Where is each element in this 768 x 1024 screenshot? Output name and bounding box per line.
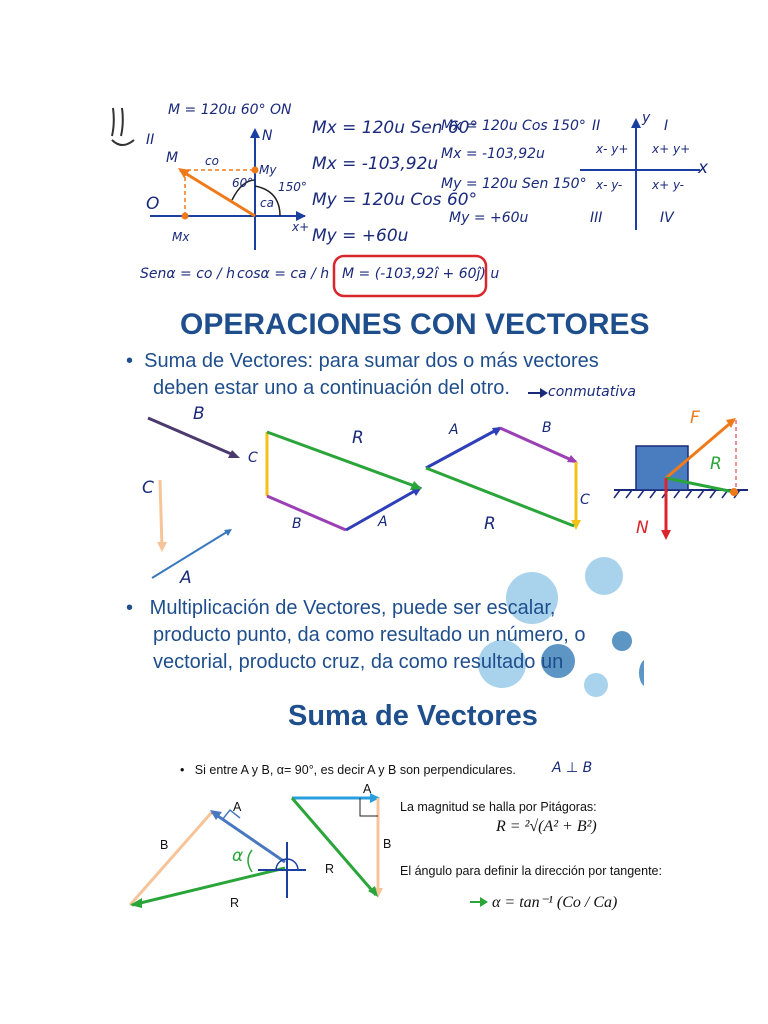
- operaciones-title: OPERACIONES CON VECTORES: [180, 308, 650, 341]
- vector-m-label: M: [166, 150, 179, 166]
- cosine-formula: cosα = ca / h: [237, 266, 330, 282]
- sine-formula: Senα = co / h: [140, 266, 235, 282]
- bullet-mult-line3: vectorial, producto cruz, da como resultado un: [153, 651, 564, 673]
- ca-label: ca: [260, 196, 274, 210]
- magnitude-note: M = 120u 60° ON: [168, 102, 292, 118]
- quadrant-i-roman: I: [664, 118, 669, 134]
- triangle1-a-label: A: [233, 800, 242, 814]
- bullet-dot: •: [126, 597, 145, 619]
- axis-n-label: N: [262, 128, 273, 144]
- quadrant-iv-signs: x+ y-: [652, 178, 684, 192]
- force-n-label: N: [636, 518, 649, 538]
- mx-label: Mx: [172, 230, 190, 244]
- parallelogram2-c-label: C: [580, 492, 590, 508]
- bullet-dot: •: [126, 350, 145, 372]
- quadrant-x-axis: x: [698, 158, 709, 178]
- axis-o-label: O: [146, 194, 160, 214]
- conmutativa-note: conmutativa: [548, 384, 636, 400]
- my-label: My: [259, 163, 277, 177]
- vector-b-label: B: [193, 404, 205, 424]
- force-r-label: R: [710, 454, 722, 474]
- quadrant-i-signs: x+ y+: [652, 142, 691, 156]
- angle-60-label: 60°: [232, 176, 254, 190]
- quadrant-iii-signs: x- y-: [596, 178, 623, 192]
- force-f-label: F: [690, 408, 700, 428]
- triangle1-b-label: B: [160, 838, 169, 852]
- quadrant-ii-label: II: [146, 132, 155, 148]
- direction-formula: α = tan⁻¹ (Co / Ca): [492, 894, 618, 911]
- resultant-r-label-2: R: [484, 514, 496, 534]
- suma-vectores-title: Suma de Vectores: [288, 700, 538, 732]
- my-value-note: My = +60u: [312, 226, 409, 246]
- parallelogram-b-label: B: [292, 516, 302, 532]
- triangle1-r-label: R: [230, 896, 240, 910]
- angle-150-label: 150°: [278, 180, 307, 194]
- parallelogram2-b-label: B: [542, 420, 552, 436]
- parallelogram-c-label: C: [248, 450, 258, 466]
- triangle1-alpha-label: α: [232, 846, 244, 866]
- mx-sen-note: Mx = 120u Sen 60°: [312, 118, 478, 138]
- result-vector-note: M = (-103,92î + 60ĵ) u: [342, 266, 500, 282]
- pitagoras-text: La magnitud se halla por Pitágoras:: [400, 800, 597, 814]
- angulo-text: El ángulo para definir la dirección por tangente:: [400, 864, 662, 878]
- mx-cos150-note: Mx = 120u Cos 150°: [441, 118, 586, 134]
- parallelogram2-a-label: A: [449, 422, 459, 438]
- parallelogram-a-label: A: [378, 514, 388, 530]
- bullet-mult-line1: Multiplicación de Vectores, puede ser escalar,: [144, 597, 556, 619]
- bullet-suma-line1: Suma de Vectores: para sumar dos o más vectores: [144, 350, 599, 372]
- resultant-r-label-1: R: [352, 428, 364, 448]
- my-sen150-note: My = 120u Sen 150°: [441, 176, 587, 192]
- triangle2-a-label: A: [363, 782, 372, 796]
- perpendicular-text: Si entre A y B, α= 90°, es decir A y B son perpendiculares.: [194, 763, 516, 777]
- my-cos-note: My = 120u Cos 60°: [312, 190, 478, 210]
- co-label: co: [205, 154, 219, 168]
- vector-a-label: A: [180, 568, 192, 588]
- bullet-mult-line2: producto punto, da como resultado un número, o: [153, 624, 586, 646]
- quadrant-ii-roman: II: [592, 118, 601, 134]
- quadrant-iii-roman: III: [590, 210, 603, 226]
- mx-value-note: Mx = -103,92u: [312, 154, 439, 174]
- bullet-dot: •: [180, 763, 195, 777]
- quadrant-ii-signs: x- y+: [596, 142, 629, 156]
- quadrant-iv-roman: IV: [660, 210, 674, 226]
- quadrant-y-axis: y: [642, 110, 651, 126]
- axis-x-label: x+: [292, 220, 310, 234]
- triangle2-b-label: B: [383, 837, 392, 851]
- vector-c-label: C: [142, 478, 154, 498]
- mx-value2-note: Mx = -103,92u: [441, 146, 545, 162]
- my-value2-note: My = +60u: [449, 210, 529, 226]
- perp-note: A ⊥ B: [552, 760, 593, 776]
- bullet-suma-line2: deben estar uno a continuación del otro.: [153, 377, 510, 399]
- magnitude-formula: R = ²√(A² + B²): [496, 818, 597, 835]
- triangle2-r-label: R: [325, 862, 335, 876]
